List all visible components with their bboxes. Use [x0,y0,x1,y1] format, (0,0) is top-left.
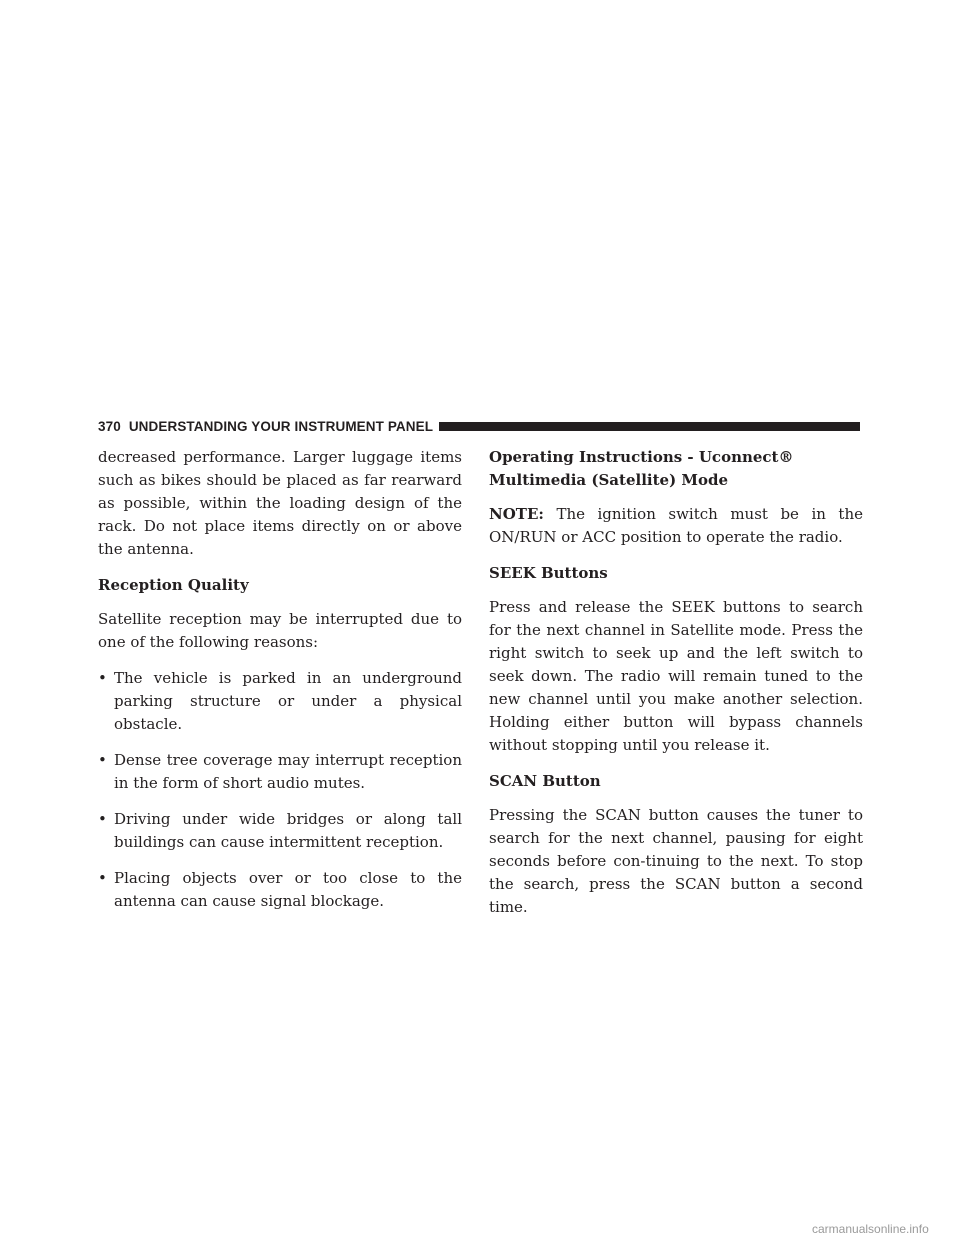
list-item-text: The vehicle is parked in an underground parking structure or under a physical obstacle. [114,669,462,733]
list-item [98,808,462,854]
seek-buttons-heading: SEEK Buttons [489,564,608,582]
reception-paragraph: Satellite reception may be interrupted due to one of the following reasons: [98,610,462,651]
left-column [98,446,462,926]
watermark-text: carmanualsonline.info [812,1222,929,1236]
page-header [98,416,860,436]
list-item [98,867,462,913]
reception-reasons-list [98,667,462,913]
right-column [489,446,863,932]
seek-paragraph: Press and release the SEEK buttons to search for the next channel in Satellite mode. Press the right switch to seek up and the left switch to seek down. The radio will remain tuned to the new channel until you make another selection. Holding either button will bypass channels without stopping until you release it. [489,598,863,754]
scan-button-heading: SCAN Button [489,772,601,790]
page-number: 370 [98,418,121,434]
list-item-text: Driving under wide bridges or along tall buildings can cause intermittent reception. [114,810,462,851]
list-item-text: Placing objects over or too close to the antenna can cause signal blockage. [114,869,462,910]
section-title: UNDERSTANDING YOUR INSTRUMENT PANEL [128,418,434,434]
reception-quality-heading: Reception Quality [98,576,249,594]
bullet-icon: • [98,869,107,887]
bullet-icon: • [98,810,107,828]
intro-paragraph: decreased performance. Larger luggage items such as bikes should be placed as far rearward as possible, within the loading design of the rack. Do not place items directly on or above the antenna. [98,448,462,558]
note-label: NOTE: [489,505,544,523]
list-item [98,667,462,736]
note-paragraph [489,503,863,549]
scan-paragraph: Pressing the SCAN button causes the tuner to search for the next channel, pausing for eight seconds before con-tinuing to the next. To stop the search, press the SCAN button a second time. [489,806,863,916]
bullet-icon: • [98,751,107,769]
list-item-text: Dense tree coverage may interrupt reception in the form of short audio mutes. [114,751,462,792]
operating-instructions-heading: Operating Instructions - Uconnect® Multimedia (Satellite) Mode [489,448,794,489]
note-text: The ignition switch must be in the ON/RUN or ACC position to operate the radio. [489,505,863,546]
header-rule [439,422,860,431]
bullet-icon: • [98,669,107,687]
list-item [98,749,462,795]
